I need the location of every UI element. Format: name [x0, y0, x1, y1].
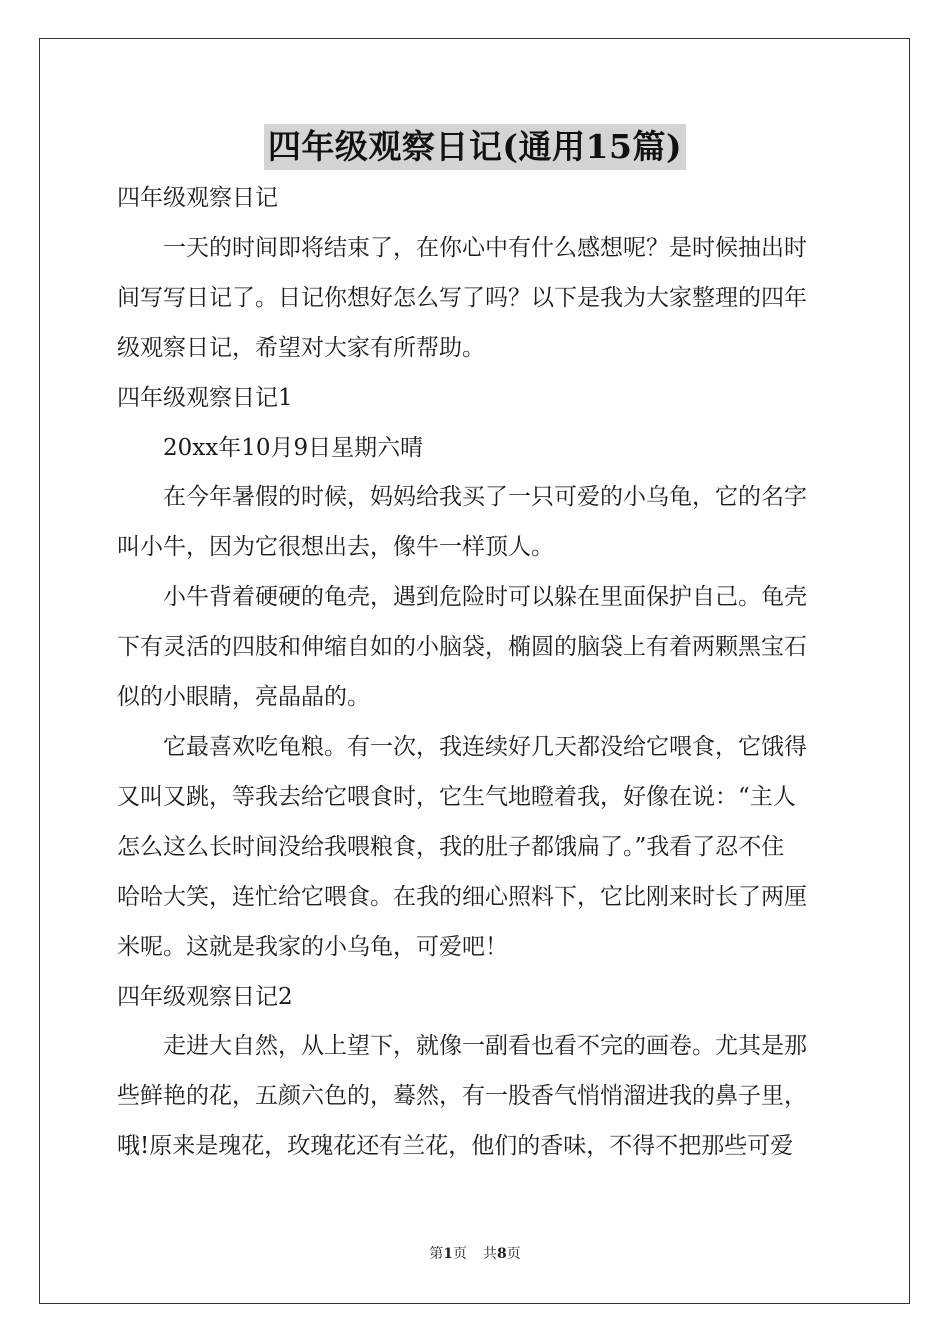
total-prefix: 共 — [483, 1246, 497, 1262]
document-body — [117, 174, 837, 1172]
text-line: 哦!原来是瑰花，玫瑰花还有兰花，他们的香味，不得不把那些可爱 — [117, 1133, 794, 1160]
text-line: 走进大自然，从上望下，就像一副看也看不完的画卷。尤其是那 — [163, 1033, 807, 1060]
text-line: 四年级观察日记 — [117, 185, 278, 211]
text-line: 米呢。这就是我家的小乌龟，可爱吧！ — [117, 933, 508, 960]
page-number: 1 — [443, 1246, 453, 1262]
total-pages: 8 — [497, 1246, 507, 1262]
text-line: 四年级观察日记2 — [117, 983, 293, 1010]
text-line: 些鲜艳的花，五颜六色的，蓦然，有一股香气悄悄溜进我的鼻子里， — [117, 1083, 807, 1110]
page-prefix: 第 — [429, 1246, 444, 1262]
document-title: 四年级观察日记(通用15篇) — [264, 124, 686, 170]
text-line: 下有灵活的四肢和伸缩自如的小脑袋，椭圆的脑袋上有着两颗黑宝石 — [117, 634, 807, 661]
text-line: 四年级观察日记1 — [117, 384, 293, 411]
text-line: 似的小眼睛，亮晶晶的。 — [117, 684, 370, 711]
text-line: 叫小牛，因为它很想出去，像牛一样顶人。 — [117, 534, 554, 561]
total-suffix: 页 — [506, 1246, 521, 1262]
text-line: 在今年暑假的时候，妈妈给我买了一只可爱的小乌龟，它的名字 — [163, 484, 807, 511]
page-suffix: 页 — [453, 1246, 467, 1262]
text-line: 一天的时间即将结束了，在你心中有什么感想呢？是时候抽出时 — [163, 234, 807, 261]
text-line: 怎么这么长时间没给我喂粮食，我的肚子都饿扁了。”我看了忍不住 — [117, 833, 785, 860]
text-line: 哈哈大笑，连忙给它喂食。在我的细心照料下，它比刚来时长了两厘 — [117, 883, 807, 910]
text-line: 小牛背着硬硬的龟壳，遇到危险时可以躲在里面保护自己。龟壳 — [163, 584, 807, 611]
page-footer — [0, 1244, 950, 1264]
text-line: 又叫又跳，等我去给它喂食时，它生气地瞪着我，好像在说：“主人 — [117, 783, 796, 810]
text-line: 级观察日记，希望对大家有所帮助。 — [117, 334, 485, 361]
text-line: 20xx年10月9日星期六晴 — [163, 434, 424, 461]
text-line: 间写写日记了。日记你想好怎么写了吗？以下是我为大家整理的四年 — [117, 284, 807, 311]
text-line: 它最喜欢吃龟粮。有一次，我连续好几天都没给它喂食，它饿得 — [163, 733, 807, 760]
title-container — [0, 124, 950, 170]
